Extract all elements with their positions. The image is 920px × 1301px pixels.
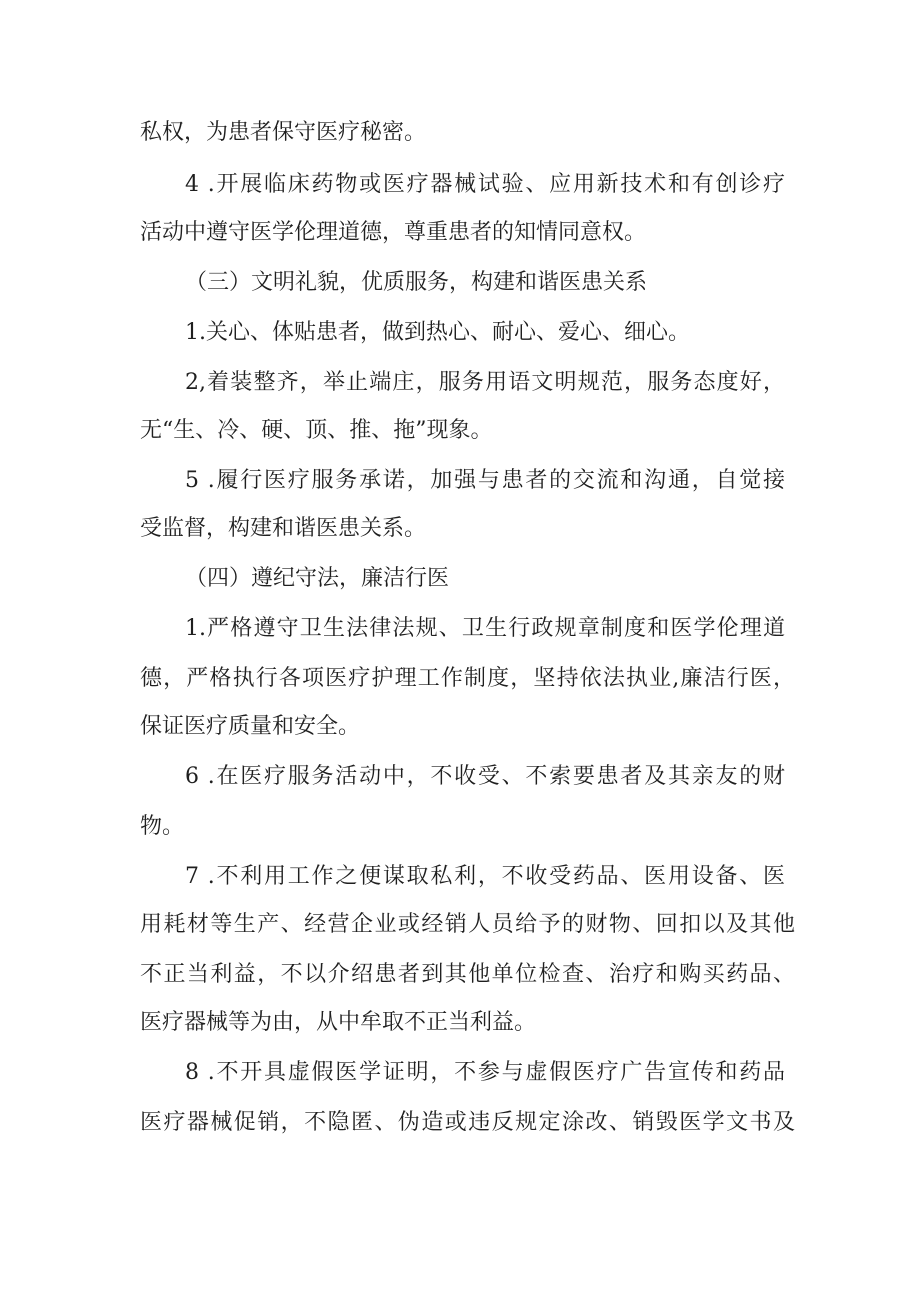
- text-line: 2,着装整齐，举止端庄，服务用语文明规范，服务态度好，: [185, 370, 785, 395]
- text-line: 4 .开展临床药物或医疗器械试验、应用新技术和有创诊疗: [185, 172, 785, 197]
- text-line: 1.严格遵守卫生法律法规、卫生行政规章制度和医学伦理道: [185, 616, 785, 641]
- text-line: 用耗材等生产、经营企业或经销人员给予的财物、回扣以及其他: [140, 912, 795, 937]
- section-heading-text: （三）文明礼貌，优质服务，构建和谐医患关系: [185, 270, 648, 295]
- text-line: 5 .履行医疗服务承诺，加强与患者的交流和沟通，自觉接: [185, 468, 785, 493]
- text-line: 活动中遵守医学伦理道德，尊重患者的知情同意权。: [140, 220, 647, 245]
- text-line: 1.关心、体贴患者，做到热心、耐心、爱心、细心。: [185, 320, 690, 345]
- text-line: 8 .不开具虚假医学证明，不参与虚假医疗广告宣传和药品: [185, 1060, 785, 1085]
- text-line: 受监督，构建和谐医患关系。: [140, 516, 427, 541]
- text-line: 私权，为患者保守医疗秘密。: [140, 120, 427, 145]
- text-line: 物。: [140, 814, 185, 839]
- text-line: 医疗器械等为由，从中牟取不正当利益。: [140, 1010, 537, 1035]
- section-heading-text: （四）遵纪守法，廉洁行医: [185, 566, 450, 591]
- text-line: 6 .在医疗服务活动中，不收受、不索要患者及其亲友的财: [185, 764, 785, 789]
- text-line: 保证医疗质量和安全。: [140, 714, 361, 739]
- text-line: 不正当利益，不以介绍患者到其他单位检查、治疗和购买药品、: [140, 962, 795, 987]
- text-line: 无“生、冷、硬、顶、推、拖”现象。: [140, 418, 493, 443]
- text-line: 医疗器械促销，不隐匿、伪造或违反规定涂改、销毁医学文书及: [140, 1110, 795, 1135]
- text-line: 德，严格执行各项医疗护理工作制度，坚持依法执业,廉洁行医，: [140, 666, 795, 691]
- text-line: 7 .不利用工作之便谋取私利，不收受药品、医用设备、医: [185, 864, 785, 889]
